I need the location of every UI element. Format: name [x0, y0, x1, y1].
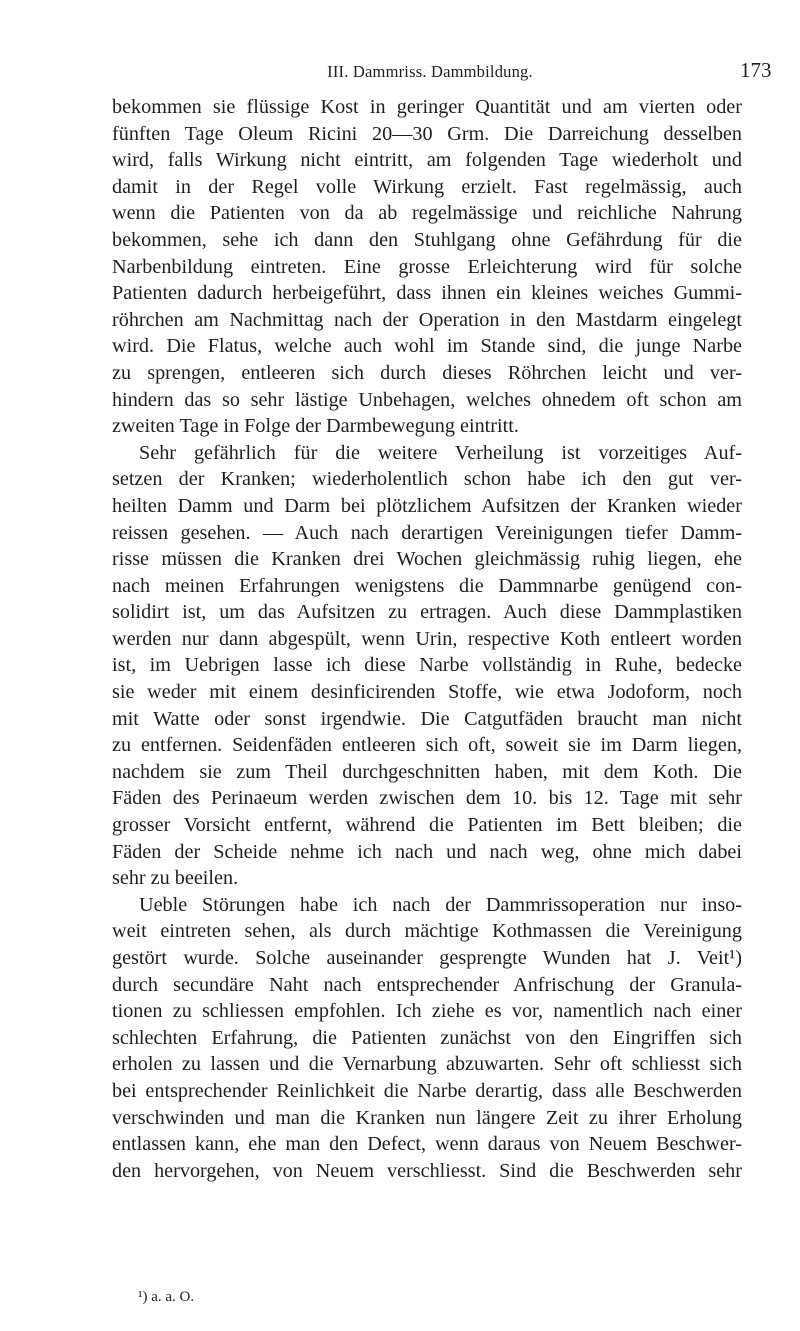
text-line: damit in der Regel volle Wirkung erzielt. Fast regelmässig, auch: [112, 175, 742, 198]
text-line: nach meinen Erfahrungen wenigstens die Dammnarbe genügend con-: [112, 574, 742, 597]
text-line: gestört wurde. Solche auseinander gesprengte Wunden hat J. Veit¹): [112, 947, 742, 969]
page-number: 173: [740, 58, 772, 82]
text-line: zweiten Tage in Folge der Darmbewegung eintritt.: [112, 415, 519, 438]
text-line: röhrchen am Nachmittag nach der Operation in den Mastdarm eingelegt: [112, 308, 742, 331]
text-line: wenn die Patienten von da ab regelmässige und reichliche Nahrung: [112, 202, 742, 225]
text-line: weit eintreten sehen, als durch mächtige Kothmassen die Vereinigung: [112, 920, 742, 943]
text-line: hindern das so sehr lästige Unbehagen, welches ohnedem oft schon am: [112, 388, 742, 411]
footnote: ¹) a. a. O.: [138, 1289, 195, 1305]
text-line: heilten Damm und Darm bei plötzlichem Aufsitzen der Kranken wieder: [112, 494, 742, 517]
text-line: tionen zu schliessen empfohlen. Ich ziehe es vor, namentlich nach einer: [112, 1000, 742, 1023]
text-line: ist, im Uebrigen lasse ich diese Narbe vollständig in Ruhe, bedecke: [112, 654, 742, 677]
text-line: zu entfernen. Seidenfäden entleeren sich oft, soweit sie im Darm liegen,: [112, 734, 742, 757]
text-line: bekommen sie flüssige Kost in geringer Quantität und am vierten oder: [112, 96, 742, 118]
text-line: risse müssen die Kranken drei Wochen gleichmässig ruhig liegen, ehe: [112, 548, 742, 571]
text-line: wird. Die Flatus, welche auch wohl im Stande sind, die junge Narbe: [112, 335, 742, 358]
body-text: [112, 94, 742, 1184]
text-line: bei entsprechender Reinlichkeit die Narbe derartig, dass alle Beschwerden: [112, 1079, 742, 1102]
text-line: Fäden des Perinaeum werden zwischen dem 10. bis 12. Tage mit sehr: [112, 787, 742, 810]
text-line: wird, falls Wirkung nicht eintritt, am folgenden Tage wiederholt und: [112, 149, 742, 172]
text-line: nachdem sie zum Theil durchgeschnitten haben, mit dem Koth. Die: [112, 760, 742, 783]
text-line: werden nur dann abgespült, wenn Urin, respective Koth entleert worden: [112, 627, 742, 650]
text-line: Fäden der Scheide nehme ich nach und nach weg, ohne mich dabei: [112, 840, 742, 863]
text-line: bekommen, sehe ich dann den Stuhlgang ohne Gefährdung für die: [112, 228, 742, 251]
text-line: zu sprengen, entleeren sich durch dieses Röhrchen leicht und ver-: [112, 361, 742, 384]
text-line: Patienten dadurch herbeigeführt, dass ihnen ein kleines weiches Gummi-: [112, 282, 742, 305]
text-line: reissen gesehen. — Auch nach derartigen Vereinigungen tiefer Damm-: [112, 521, 742, 544]
text-line: grosser Vorsicht entfernt, während die Patienten im Bett bleiben; die: [112, 814, 742, 837]
text-line: schlechten Erfahrung, die Patienten zunächst von den Eingriffen sich: [112, 1026, 742, 1049]
text-line: entlassen kann, ehe man den Defect, wenn daraus von Neuem Beschwer-: [112, 1133, 742, 1156]
text-line: den hervorgehen, von Neuem verschliesst. Sind die Beschwerden sehr: [112, 1159, 742, 1182]
running-header: III. Dammriss. Dammbildung.: [327, 62, 533, 81]
text-line: setzen der Kranken; wiederholentlich schon habe ich den gut ver-: [112, 468, 742, 491]
text-line: erholen zu lassen und die Vernarbung abzuwarten. Sehr oft schliesst sich: [112, 1053, 742, 1076]
text-line: durch secundäre Naht nach entsprechender Anfrischung der Granula-: [112, 973, 742, 996]
text-line: solidirt ist, um das Aufsitzen zu ertragen. Auch diese Dammplastiken: [112, 601, 742, 624]
text-line: mit Watte oder sonst irgendwie. Die Catgutfäden braucht man nicht: [112, 707, 742, 730]
text-line: Narbenbildung eintreten. Eine grosse Erleichterung wird für solche: [112, 255, 742, 278]
text-line: verschwinden und man die Kranken nun längere Zeit zu ihrer Erholung: [112, 1106, 742, 1129]
text-line: fünften Tage Oleum Ricini 20—30 Grm. Die Darreichung desselben: [112, 122, 742, 145]
text-line: sie weder mit einem desinficirenden Stoffe, wie etwa Jodoform, noch: [112, 681, 742, 704]
text-line: sehr zu beeilen.: [112, 867, 239, 890]
text-line: Sehr gefährlich für die weitere Verheilung ist vorzeitiges Auf-: [139, 441, 742, 464]
text-line: Ueble Störungen habe ich nach der Dammrissoperation nur inso-: [139, 893, 742, 916]
